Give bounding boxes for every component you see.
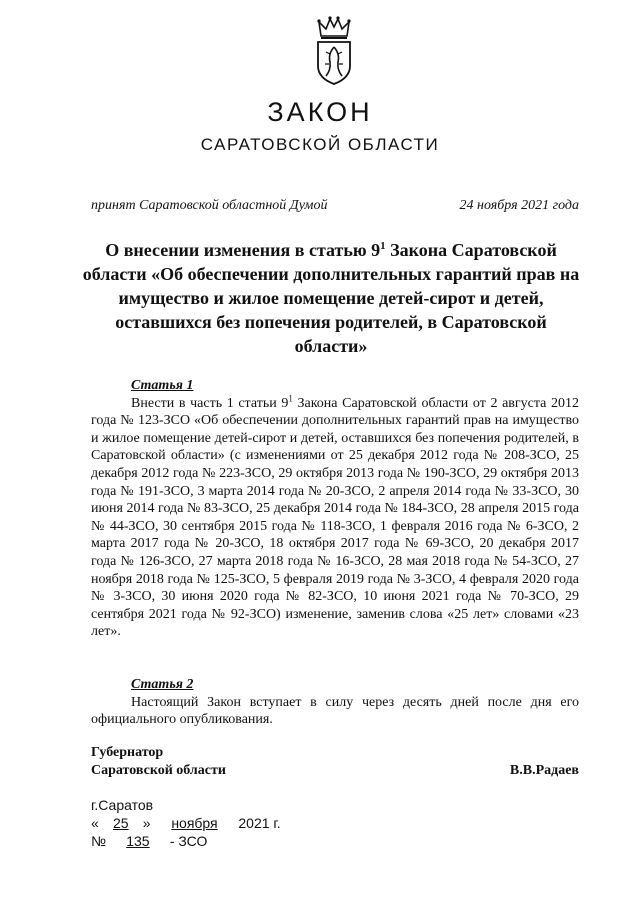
number-suffix: - ЗСО [169,833,208,849]
heading-part2: Закона Саратовской области «Об обеспечении дополнительных гарантий прав на имущество и жилое помещение детей-сирот и детей, оставшихся без попечения родителей, в Саратовской области» [82,240,580,356]
signature-block [91,744,579,780]
number-sign: № [91,833,107,849]
law-region: САРАТОВСКОЙ ОБЛАСТИ [200,135,440,154]
article-1-title: Статья 1 [131,378,194,393]
signatory-name: В.В.Радаев [509,763,579,778]
article-2-text: Настоящий Закон вступает в силу через десять дней после дня его официального опубликования. [91,694,579,728]
quote-open: « [91,815,99,831]
registration-city: г.Саратов [91,797,154,813]
law-number: 135 [126,833,150,849]
adoption-date: 24 ноября 2021 года [459,198,579,213]
position-line-2: Саратовской области [91,763,226,778]
adopted-by: принят Саратовской областной Думой [91,198,328,213]
law-title: ЗАКОН [267,97,373,127]
registration-date [91,814,281,832]
article-1-text-part1: Внести в часть 1 статьи 9 [131,395,289,411]
article-1 [91,377,579,641]
article-1-text [91,392,580,641]
quote-close: » [142,815,151,831]
article-2-title: Статья 2 [131,677,194,692]
article-1-superscript: 1 [288,392,293,403]
registration-day: 25 [113,815,129,831]
registration-block [91,796,281,850]
adoption-line [91,197,579,215]
heading-part1: О внесении изменения в статью 9 [105,240,381,260]
registration-number [91,832,281,850]
position-line-1: Губернатор [91,745,164,760]
registration-month: ноября [171,815,218,831]
signatory-position [91,744,579,780]
coat-of-arms-icon [313,14,355,86]
article-2 [91,676,579,729]
article-1-text-part2: Закона Саратовской области от 2 августа 2012 года № 123-ЗСО «Об обеспечении дополнительных гарантий прав на имущество и жилое помещение детей-сирот и детей, оставшихся без попечения родителей, в Саратовской области» (с изменениями от 25 декабря 2012 года № 208-ЗСО, 25 декабря 2012 года № 223-ЗСО, 29 октября 2013 года № 190-ЗСО, 29 октября 2013 года № 191-ЗСО, 3 марта 2014 года № 20-ЗСО, 2 апреля 2014 года № 33-ЗСО, 30 июня 2014 года № 83-ЗСО, 25 декабря 2014 года № 184-ЗСО, 28 апреля 2015 года № 44-ЗСО, 30 сентября 2015 года № 118-ЗСО, 1 февраля 2016 года № 6-ЗСО, 2 марта 2017 года № 20-ЗСО, 18 октября 2017 года № 69-ЗСО, 20 декабря 2017 года № 126-ЗСО, 27 марта 2018 года № 16-ЗСО, 28 мая 2018 года № 54-ЗСО, 27 ноября 2018 года № 125-ЗСО, 5 февраля 2019 года № 3-ЗСО, 4 февраля 2020 года № 3-ЗСО, 30 июня 2020 года № 82-ЗСО, 10 июня 2021 года № 70-ЗСО, 29 сентября 2021 года № 92-ЗСО) изменение, заменив слова «25 лет» словами «23 лет». [91,395,580,640]
registration-year: 2021 г. [238,815,281,831]
law-heading [78,238,584,358]
heading-superscript: 1 [380,240,386,252]
